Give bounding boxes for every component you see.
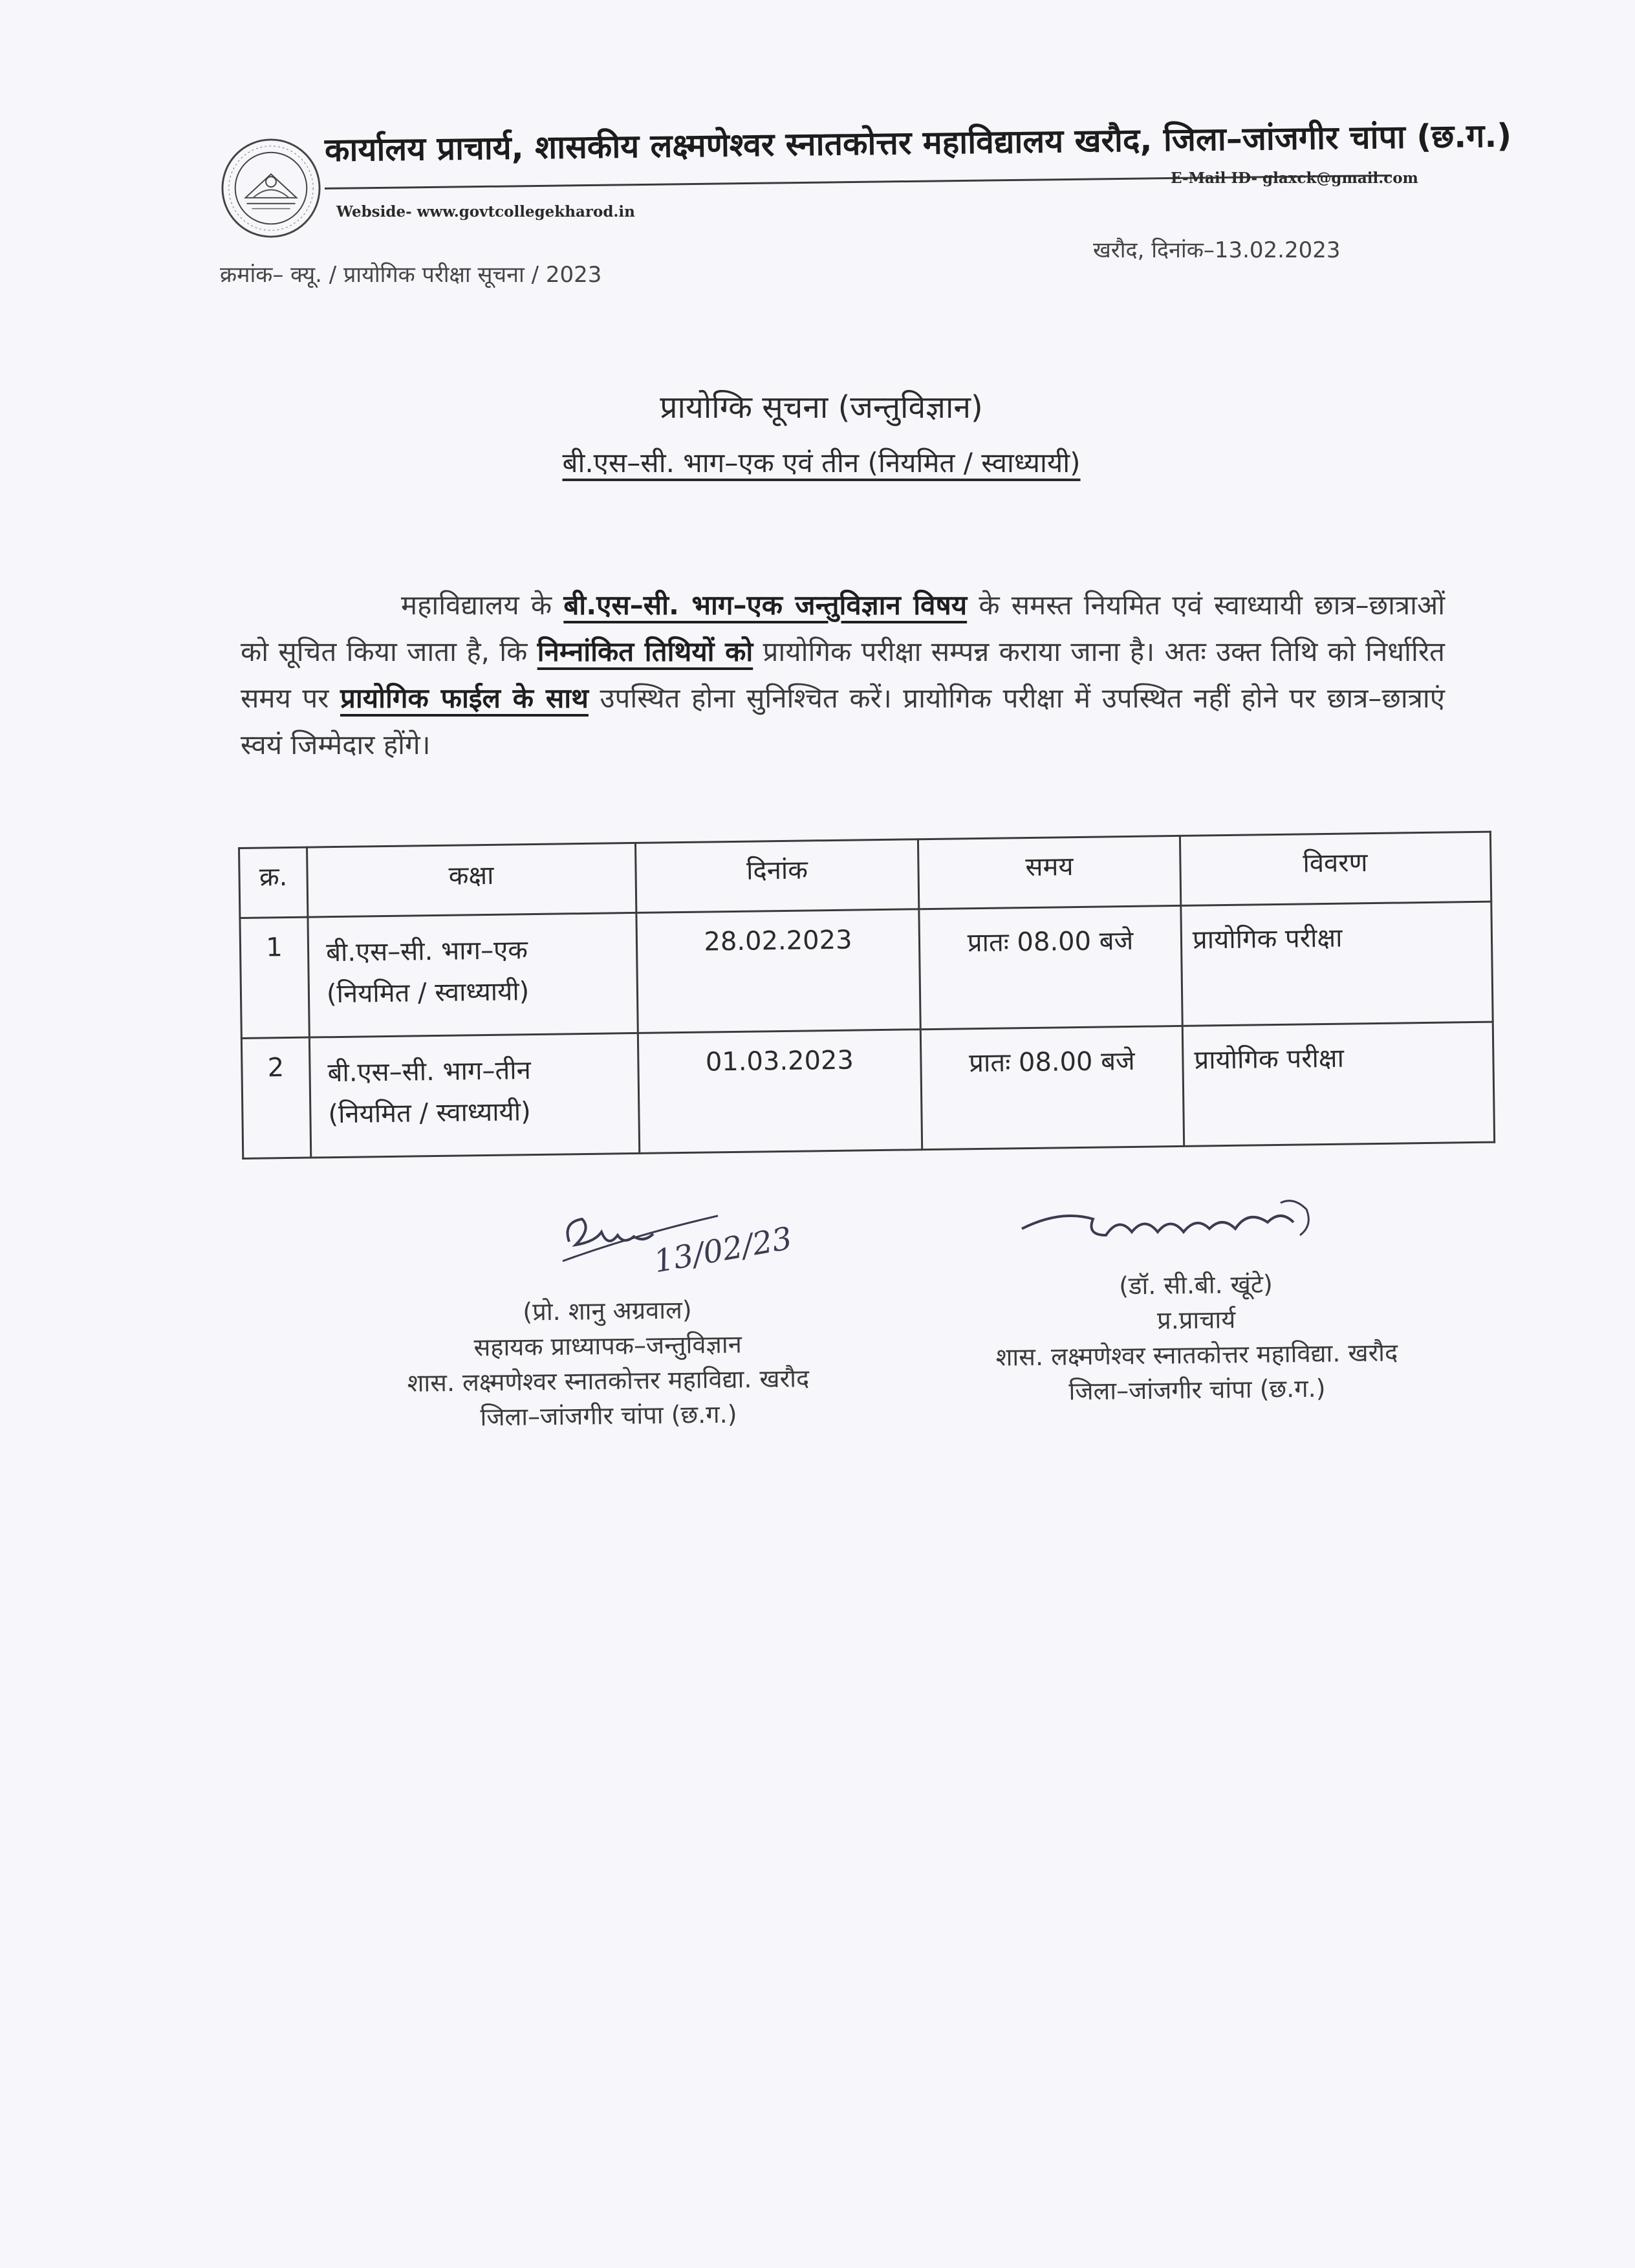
row-class-line2: (नियमित / स्वाध्यायी) xyxy=(328,1097,531,1130)
body-highlight-file: प्रायोगिक फाईल के साथ xyxy=(340,682,589,714)
left-signatory-designation: सहायक प्राध्यापक–जन्तुविज्ञान xyxy=(473,1330,742,1362)
right-signature-scribble xyxy=(1009,1190,1371,1274)
notice-subtitle-text: बी.एस–सी. भाग–एक एवं तीन (नियमित / स्वाध्यायी) xyxy=(562,447,1081,479)
row-class-line2: (नियमित / स्वाध्यायी) xyxy=(326,977,530,1010)
right-signatory-district: जिला–जांजगीर चांपा (छ.ग.) xyxy=(1068,1374,1326,1406)
row-serial: 2 xyxy=(241,1037,310,1158)
body-text-4: उपस्थित होना सुनिश्चित करें। प्रायोगिक परीक्षा में उपस्थित नहीं होने पर छात्र–छात्राएं स्वयं जिम्मेदार होंगे। xyxy=(241,682,1446,761)
college-seal-icon xyxy=(220,137,322,239)
header-date: दिनांक xyxy=(635,839,918,913)
row-time: प्रातः 08.00 बजे xyxy=(920,1026,1184,1149)
table-row xyxy=(241,1022,1494,1158)
right-signatory-institution: शास. लक्ष्मणेश्वर स्नातकोत्तर महाविद्या. खरौद xyxy=(995,1338,1398,1372)
row-serial: 1 xyxy=(240,917,309,1038)
row-class xyxy=(308,913,638,1037)
header-serial: क्र. xyxy=(239,847,308,918)
notice-subtitle xyxy=(0,444,1635,481)
header-class: कक्षा xyxy=(307,843,636,917)
body-highlight-course: बी.एस–सी. भाग–एक जन्तुविज्ञान विषय xyxy=(563,589,968,621)
row-description: प्रायोगिक परीक्षा xyxy=(1181,902,1493,1026)
row-date: 28.02.2023 xyxy=(636,909,920,1033)
left-signatory-institution: शास. लक्ष्मणेश्वर स्नातकोत्तर महाविद्या. खरौद xyxy=(407,1364,810,1398)
left-signature-date: 13/02/23 xyxy=(651,1220,795,1280)
row-class-line1: बी.एस–सी. भाग–तीन xyxy=(327,1055,532,1088)
place-date: खरौद, दिनांक–13.02.2023 xyxy=(1093,237,1341,263)
body-text-2: के समस्त नियमित एवं स्वाध्यायी छात्र–छात्राओं को सूचित किया जाता है, कि xyxy=(241,589,1445,667)
row-description: प्रायोगिक परीक्षा xyxy=(1182,1022,1494,1146)
row-date: 01.03.2023 xyxy=(638,1030,922,1154)
body-highlight-dates: निम्नांकित तिथियों को xyxy=(537,636,753,667)
header-description: विवरण xyxy=(1180,832,1491,905)
body-text-1: महाविद्यालय के xyxy=(401,589,564,621)
left-signatory-district: जिला–जांजगीर चांपा (छ.ग.) xyxy=(480,1399,737,1432)
right-signatory-designation: प्र.प्राचार्य xyxy=(1156,1305,1236,1335)
left-signature-block xyxy=(303,1290,913,1436)
notice-body xyxy=(241,582,1445,768)
row-time: प्रातः 08.00 बजे xyxy=(919,905,1182,1029)
body-text-3: प्रायोगिक परीक्षा सम्पन्न कराया जाना है। अतः उक्त तिथि को निर्धारित समय पर xyxy=(241,636,1445,714)
table-row xyxy=(240,902,1493,1038)
reference-number: क्रमांक– क्यू. / प्रायोगिक परीक्षा सूचना / 2023 xyxy=(220,262,602,288)
right-signatory-name: (डॉ. सी.बी. खूंटे) xyxy=(1118,1269,1273,1301)
header-time: समय xyxy=(918,836,1180,909)
college-website: Webside- www.govtcollegekharod.in xyxy=(336,203,635,221)
row-class xyxy=(309,1033,639,1158)
college-email: E-Mail ID- glaxck@gmail.com xyxy=(1171,169,1418,187)
right-signature-block xyxy=(918,1264,1476,1410)
notice-title-text: प्रायोग्कि सूचना (जन्तुविज्ञान) xyxy=(660,389,983,426)
office-title: कार्यालय प्राचार्य, शासकीय लक्ष्मणेश्वर स्नातकोत्तर महाविद्यालय खरौद, जिला–जांजगीर चांपा (छ.ग.) xyxy=(324,116,1512,169)
row-class-line1: बी.एस–सी. भाग–एक xyxy=(325,935,528,968)
notice-title xyxy=(0,385,1635,427)
left-signatory-name: (प्रो. शानु अग्रवाल) xyxy=(523,1295,692,1326)
exam-schedule-table xyxy=(238,831,1495,1160)
